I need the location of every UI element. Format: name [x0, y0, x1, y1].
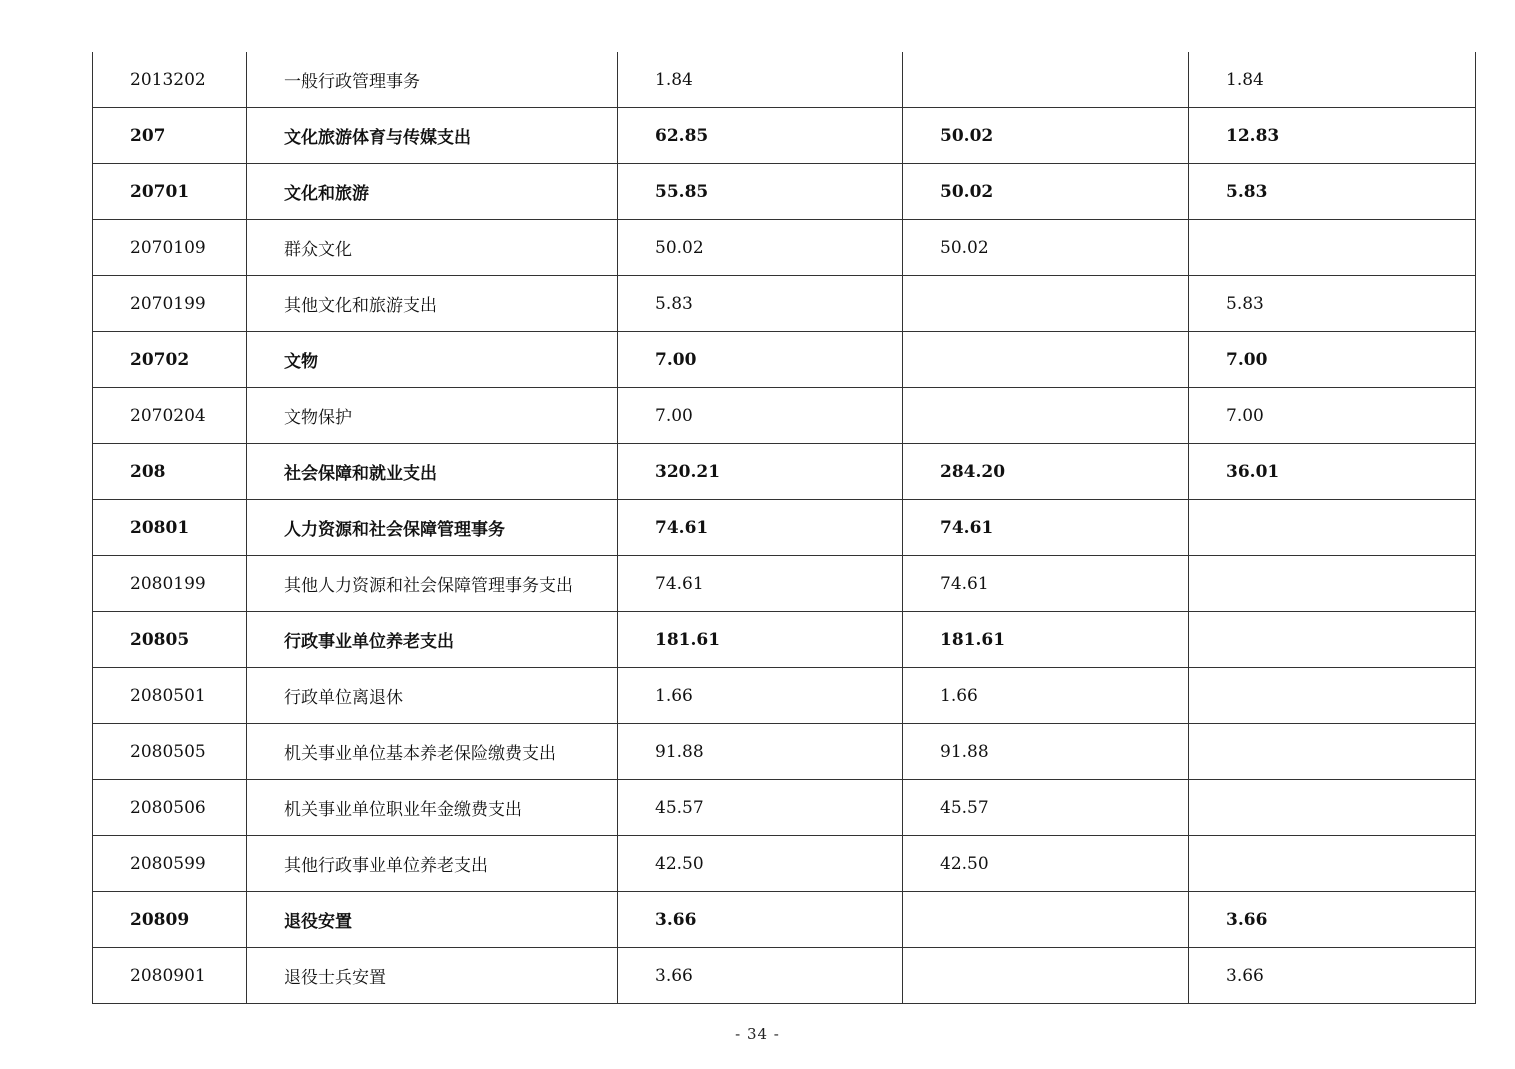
cell-name: 退役安置 — [247, 892, 618, 948]
cell-code: 20809 — [93, 892, 247, 948]
cell-project-expense — [1189, 724, 1476, 780]
cell-code: 20702 — [93, 332, 247, 388]
cell-name: 文物保护 — [247, 388, 618, 444]
cell-total: 1.84 — [618, 52, 903, 108]
table-row — [93, 780, 1476, 836]
cell-name: 人力资源和社会保障管理事务 — [247, 500, 618, 556]
page-number: - 34 - — [735, 1025, 780, 1043]
cell-name: 机关事业单位基本养老保险缴费支出 — [247, 724, 618, 780]
cell-basic-expense — [903, 276, 1189, 332]
cell-basic-expense — [903, 52, 1189, 108]
cell-basic-expense: 50.02 — [903, 220, 1189, 276]
cell-basic-expense: 284.20 — [903, 444, 1189, 500]
cell-name: 文化旅游体育与传媒支出 — [247, 108, 618, 164]
cell-project-expense — [1189, 668, 1476, 724]
cell-basic-expense: 91.88 — [903, 724, 1189, 780]
cell-total: 91.88 — [618, 724, 903, 780]
cell-basic-expense: 181.61 — [903, 612, 1189, 668]
cell-total: 74.61 — [618, 500, 903, 556]
cell-code: 2080506 — [93, 780, 247, 836]
table-row — [93, 444, 1476, 500]
cell-project-expense — [1189, 556, 1476, 612]
cell-total: 3.66 — [618, 948, 903, 1004]
table-row — [93, 948, 1476, 1004]
cell-code: 2080501 — [93, 668, 247, 724]
cell-project-expense — [1189, 780, 1476, 836]
cell-code: 2080901 — [93, 948, 247, 1004]
table-row — [93, 164, 1476, 220]
cell-project-expense — [1189, 500, 1476, 556]
table-row — [93, 388, 1476, 444]
table-row — [93, 220, 1476, 276]
cell-total: 74.61 — [618, 556, 903, 612]
cell-project-expense — [1189, 836, 1476, 892]
cell-total: 5.83 — [618, 276, 903, 332]
cell-name: 行政事业单位养老支出 — [247, 612, 618, 668]
table-row — [93, 836, 1476, 892]
table-row — [93, 668, 1476, 724]
cell-code: 20805 — [93, 612, 247, 668]
table-body — [93, 52, 1476, 1004]
cell-project-expense: 36.01 — [1189, 444, 1476, 500]
cell-total: 7.00 — [618, 332, 903, 388]
cell-name: 社会保障和就业支出 — [247, 444, 618, 500]
cell-project-expense — [1189, 220, 1476, 276]
cell-total: 1.66 — [618, 668, 903, 724]
cell-project-expense: 7.00 — [1189, 388, 1476, 444]
table-row — [93, 612, 1476, 668]
cell-project-expense: 3.66 — [1189, 948, 1476, 1004]
table-row — [93, 556, 1476, 612]
cell-total: 320.21 — [618, 444, 903, 500]
cell-project-expense: 1.84 — [1189, 52, 1476, 108]
cell-total: 7.00 — [618, 388, 903, 444]
cell-code: 2013202 — [93, 52, 247, 108]
cell-name: 文化和旅游 — [247, 164, 618, 220]
cell-basic-expense: 50.02 — [903, 164, 1189, 220]
cell-project-expense: 3.66 — [1189, 892, 1476, 948]
cell-name: 其他文化和旅游支出 — [247, 276, 618, 332]
cell-code: 2070199 — [93, 276, 247, 332]
table-row — [93, 892, 1476, 948]
cell-basic-expense — [903, 332, 1189, 388]
cell-name: 文物 — [247, 332, 618, 388]
cell-project-expense: 12.83 — [1189, 108, 1476, 164]
cell-basic-expense: 1.66 — [903, 668, 1189, 724]
cell-code: 2080599 — [93, 836, 247, 892]
table-row — [93, 108, 1476, 164]
cell-project-expense: 5.83 — [1189, 276, 1476, 332]
cell-basic-expense: 42.50 — [903, 836, 1189, 892]
cell-basic-expense — [903, 948, 1189, 1004]
cell-code: 2080505 — [93, 724, 247, 780]
table-row — [93, 332, 1476, 388]
cell-total: 45.57 — [618, 780, 903, 836]
table-row — [93, 52, 1476, 108]
cell-code: 20701 — [93, 164, 247, 220]
table-row — [93, 500, 1476, 556]
cell-project-expense: 7.00 — [1189, 332, 1476, 388]
cell-total: 3.66 — [618, 892, 903, 948]
cell-name: 机关事业单位职业年金缴费支出 — [247, 780, 618, 836]
budget-table — [92, 52, 1476, 1004]
cell-name: 一般行政管理事务 — [247, 52, 618, 108]
cell-code: 2070109 — [93, 220, 247, 276]
cell-name: 群众文化 — [247, 220, 618, 276]
cell-code: 2080199 — [93, 556, 247, 612]
cell-project-expense: 5.83 — [1189, 164, 1476, 220]
cell-code: 2070204 — [93, 388, 247, 444]
cell-code: 207 — [93, 108, 247, 164]
cell-total: 50.02 — [618, 220, 903, 276]
table-row — [93, 276, 1476, 332]
cell-name: 行政单位离退休 — [247, 668, 618, 724]
table-row — [93, 724, 1476, 780]
cell-basic-expense — [903, 388, 1189, 444]
cell-basic-expense: 74.61 — [903, 500, 1189, 556]
cell-total: 181.61 — [618, 612, 903, 668]
cell-name: 其他人力资源和社会保障管理事务支出 — [247, 556, 618, 612]
cell-basic-expense: 45.57 — [903, 780, 1189, 836]
cell-total: 55.85 — [618, 164, 903, 220]
cell-total: 62.85 — [618, 108, 903, 164]
cell-code: 208 — [93, 444, 247, 500]
cell-name: 退役士兵安置 — [247, 948, 618, 1004]
cell-code: 20801 — [93, 500, 247, 556]
cell-project-expense — [1189, 612, 1476, 668]
cell-name: 其他行政事业单位养老支出 — [247, 836, 618, 892]
cell-basic-expense: 50.02 — [903, 108, 1189, 164]
cell-basic-expense — [903, 892, 1189, 948]
cell-total: 42.50 — [618, 836, 903, 892]
cell-basic-expense: 74.61 — [903, 556, 1189, 612]
